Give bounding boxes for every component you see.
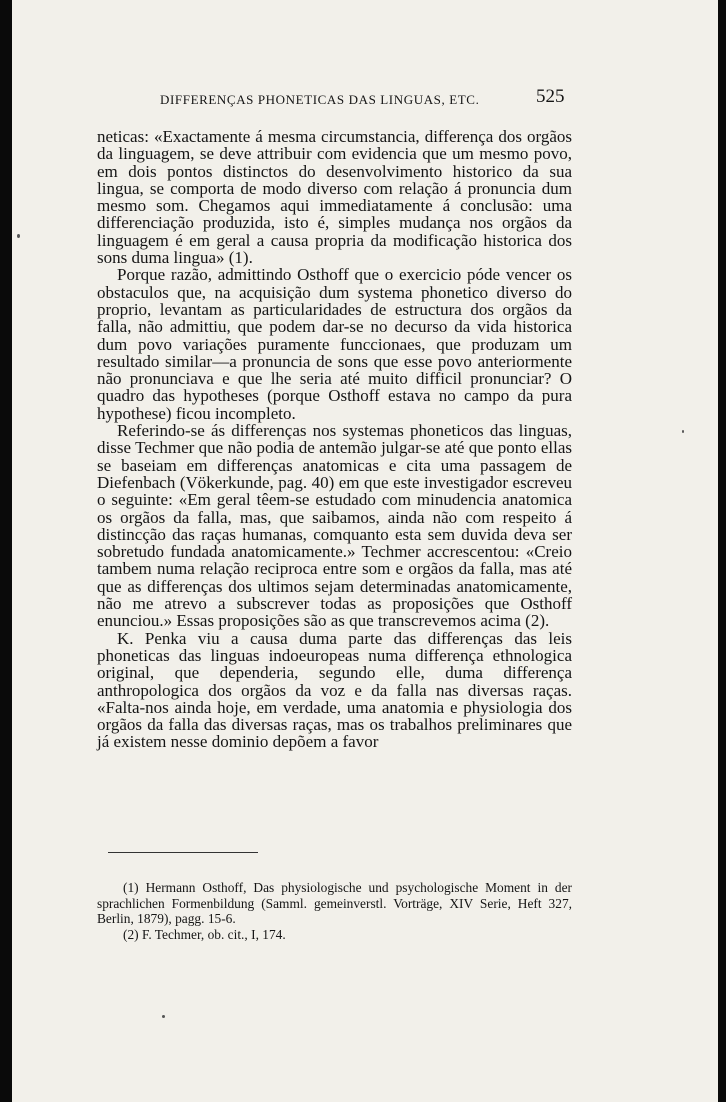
paper-speck xyxy=(162,1015,165,1018)
page-number: 525 xyxy=(536,86,565,107)
main-text xyxy=(97,128,572,751)
footnote-1: (1) Hermann Osthoff, Das physiologische und psychologische Moment in der sprachlichen Formenbildung (Samml. gemeinverstl. Vorträge, XIV Serie, Heft 327, Berlin, 1879), pagg. 15-6. xyxy=(97,880,572,926)
paper-speck xyxy=(17,234,20,238)
paper-speck xyxy=(682,430,684,433)
footnote-2: (2) F. Techmer, ob. cit., I, 174. xyxy=(123,926,286,942)
paragraph-3: Referindo-se ás differenças nos systemas phoneticos das linguas, disse Techmer que não podia de antemão julgar-se até que ponto ellas se baseiam em differenças anatomicas e cita uma passagem de Diefenbach (Vökerkunde, pag. 40) em que este investigador escreveu o seguinte: «Em geral têem-se estudado com minudencia anatomica os orgãos da falla, mas, que saibamos, ainda não com respeito á distincção das raças humanas, comquanto esta sem duvida deva ser sobretudo fundada anatomicamente.» Techmer accrescentou: «Creio tambem numa relação reciproca entre som e orgãos da falla, mas até que as differenças dos ultimos sejam determinadas anatomicamente, não me atrevo a subscrever todas as proposições que Osthoff enunciou.» Essas proposições são as que transcrevemos acima (2). xyxy=(97,421,572,631)
running-header: DIFFERENÇAS PHONETICAS DAS LINGUAS, ETC. xyxy=(160,92,480,107)
book-page xyxy=(12,0,718,1102)
paragraph-4: K. Penka viu a causa duma parte das differenças das leis phoneticas das linguas indoeuropeas numa differença ethnologica original, que dependeria, segundo elle, duma differença anthropologica dos orgãos da voz e da falla nas diversas raças. «Falta-nos ainda hoje, em verdade, uma anatomia e physiologia dos orgãos da falla das diversas raças, mas os trabalhos preliminares que já existem nesse dominio depõem a favor xyxy=(97,628,572,752)
paragraph-1: neticas: «Exactamente á mesma circumstancia, differença dos orgãos da linguagem, se deve attribuir com evidencia que um mesmo povo, em dois pontos distinctos do desenvolvimento historico da sua lingua, se comporta de modo diverso com relação á pronuncia dum mesmo som. Chegamos aqui immediatamente á conclusão: uma differenciação produzida, isto é, simples mudança nos orgãos da linguagem é em geral a causa propria da modificação historica dos sons duma lingua» (1). xyxy=(97,127,572,268)
footnote-divider xyxy=(108,852,258,853)
paragraph-2: Porque razão, admittindo Osthoff que o exercicio póde vencer os obstaculos que, na acquisição dum systema phonetico diverso do proprio, levantam as particularidades de estructura dos orgãos da falla, não admittiu, que podem dar-se no decurso da vida historica dum povo variações puramente funccionaes, que produzam um resultado similar—a pronuncia de sons que esse povo anteriormente não pronunciava e que lhe seria até muito difficil pronunciar? O quadro das hypotheses (porque Osthoff estava no campo da pura hypothese) ficou incompleto. xyxy=(97,265,572,423)
footnotes xyxy=(97,880,572,942)
